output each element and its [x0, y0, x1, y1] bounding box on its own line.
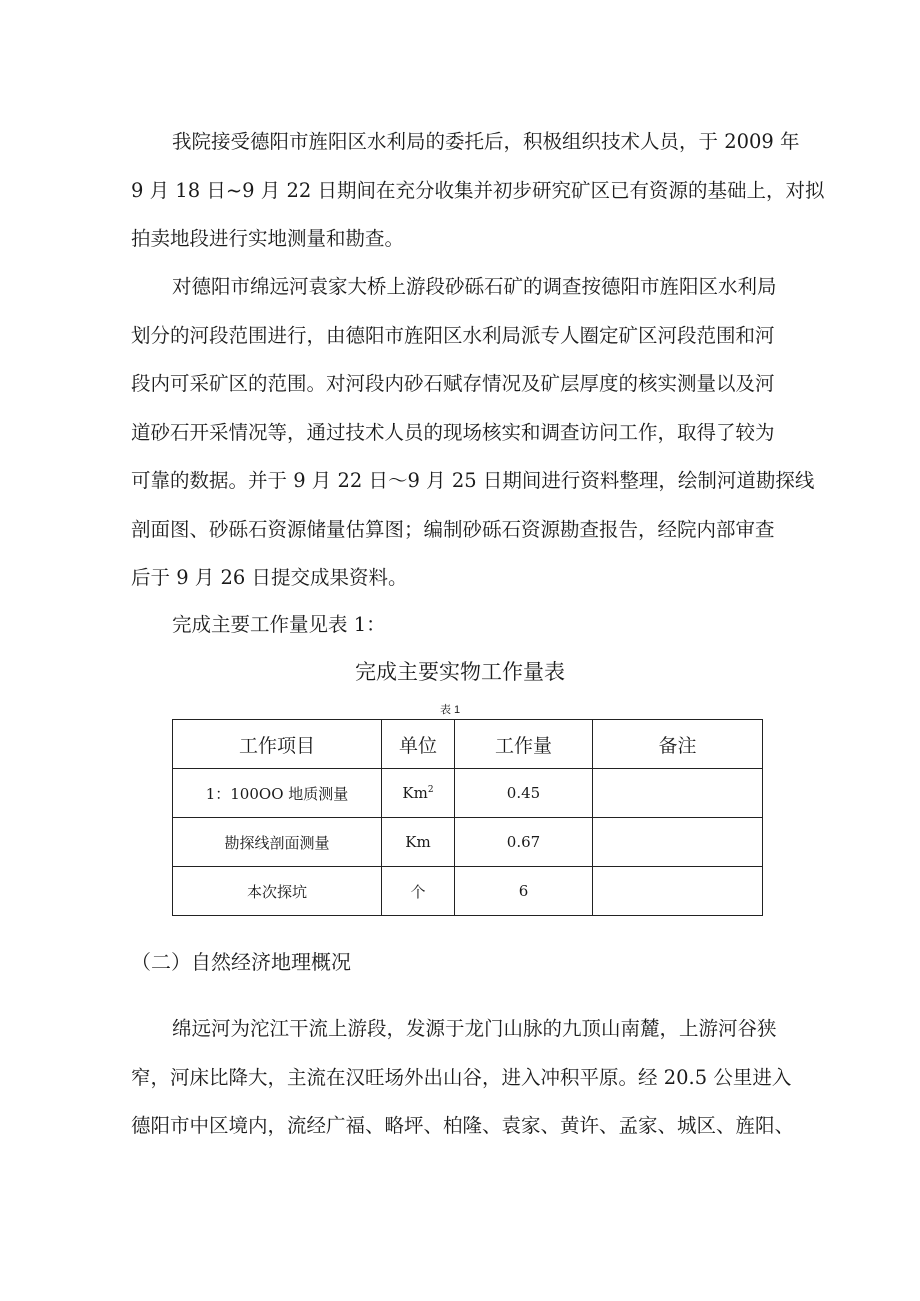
- paragraph-line: 完成主要工作量见表 1：: [172, 613, 386, 636]
- table-row: [173, 818, 763, 867]
- cell-amount: 0.45: [455, 769, 593, 818]
- workload-table: [172, 719, 763, 916]
- table-caption: 表 1: [440, 704, 461, 716]
- paragraph-line: 剖面图、砂砾石资源储量估算图；编制砂砾石资源勘查报告，经院内部审查: [131, 517, 775, 541]
- paragraph-line: 划分的河段范围进行，由德阳市旌阳区水利局派专人圈定矿区河段范围和河: [131, 323, 775, 347]
- unit-base: 个: [410, 882, 426, 901]
- cell-unit: [382, 867, 455, 916]
- paragraph-4: [131, 1005, 831, 1151]
- paragraph-line: 段内可采矿区的范围。对河段内砂石赋存情况及矿层厚度的核实测量以及河: [131, 372, 775, 395]
- paragraph-line: 对德阳市绵远河袁家大桥上游段砂砾石矿的调查按德阳市旌阳区水利局: [172, 275, 777, 298]
- header-cell-unit: 单位: [382, 720, 455, 769]
- cell-unit: [382, 818, 455, 867]
- cell-item: 1：100OO 地质测量: [173, 769, 382, 818]
- paragraph-line: 窄，河床比降大，主流在汉旺场外出山谷，进入冲积平原。经 20.5 公里进入: [131, 1065, 792, 1089]
- cell-note: [593, 867, 763, 916]
- cell-item: 本次探坑: [173, 867, 382, 916]
- cell-item: 勘探线剖面测量: [173, 818, 382, 867]
- paragraph-line: 德阳市中区境内，流经广福、略坪、柏隆、袁家、黄许、孟家、城区、旌阳、: [131, 1114, 795, 1137]
- cell-note: [593, 818, 763, 867]
- paragraph-line: 我院接受德阳市旌阳区水利局的委托后，积极组织技术人员，于 2009 年: [172, 130, 800, 153]
- cell-unit: [382, 769, 455, 818]
- table-header-row: [173, 720, 763, 769]
- header-cell-item: 工作项目: [173, 720, 382, 769]
- paragraph-line: 拍卖地段进行实地测量和勘查。: [131, 227, 405, 250]
- unit-base: Km: [402, 784, 428, 802]
- paragraph-1: [131, 118, 831, 264]
- table-row: [173, 769, 763, 818]
- unit-base: Km: [405, 833, 431, 851]
- header-cell-amount: 工作量: [455, 720, 593, 769]
- header-cell-note: 备注: [593, 720, 763, 769]
- paragraph-line: 道砂石开采情况等，通过技术人员的现场核实和调查访问工作，取得了较为: [131, 420, 775, 444]
- paragraph-line: 绵远河为沱江干流上游段，发源于龙门山脉的九顶山南麓，上游河谷狭: [172, 1017, 777, 1040]
- table-title: 完成主要实物工作量表: [355, 660, 565, 684]
- cell-note: [593, 769, 763, 818]
- paragraph-line: 后于 9 月 26 日提交成果资料。: [131, 566, 408, 589]
- paragraph-2: [131, 263, 831, 603]
- cell-amount: 0.67: [455, 818, 593, 867]
- cell-amount: 6: [455, 867, 593, 916]
- paragraph-line: 可靠的数据。并于 9 月 22 日～9 月 25 日期间进行资料整理，绘制河道勘探线: [131, 469, 815, 492]
- unit-superscript: 2: [427, 785, 434, 795]
- table-row: [173, 867, 763, 916]
- paragraph-line: 9 月 18 日~9 月 22 日期间在充分收集并初步研究矿区已有资源的基础上，对拟: [131, 178, 825, 202]
- section-heading: （二）自然经济地理概况: [131, 950, 351, 974]
- paragraph-3: [131, 601, 831, 650]
